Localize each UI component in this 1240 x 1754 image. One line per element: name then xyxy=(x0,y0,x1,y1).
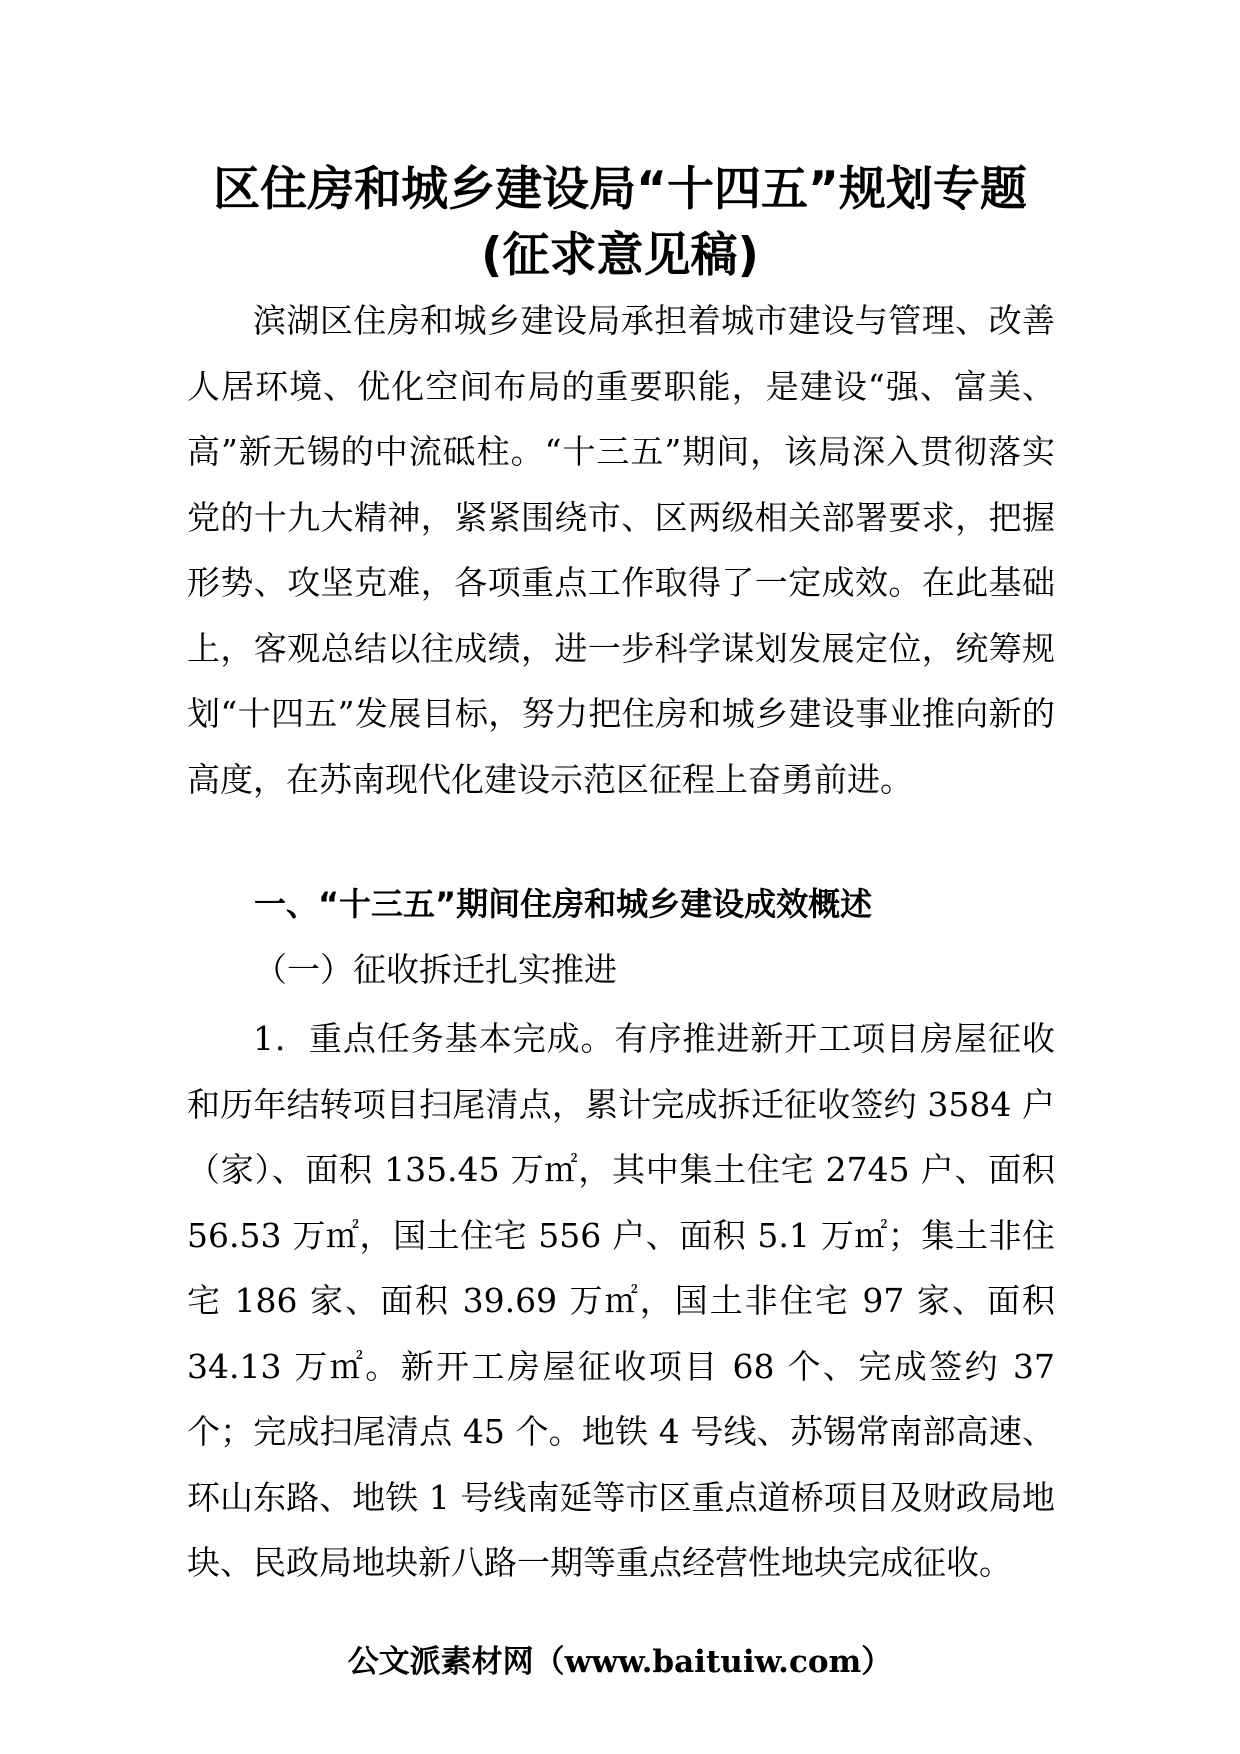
section-heading: 一、“十三五”期间住房和城乡建设成效概述 xyxy=(254,885,873,923)
footer-watermark: 公文派素材网（www.baituiw.com） xyxy=(347,1644,893,1680)
document-title: 区住房和城乡建设局“十四五”规划专题 xyxy=(213,162,1027,217)
intro-paragraph: 滨湖区住房和城乡建设局承担着城市建设与管理、改善人居环境、优化空间布局的重要职能，是建设“强、富美、高”新无锡的中流砥柱。“十三五”期间，该局深入贯彻落实党的十九大精神，紧紧围绕市、区两级相关部署要求，把握形势、攻坚克难，各项重点工作取得了一定成效。在此基础上，客观总结以往成绩，进一步科学谋划发展定位，统筹规划“十四五”发展目标，努力把住房和城乡建设事业推向新的高度，在苏南现代化建设示范区征程上奋勇前进。 xyxy=(187,301,1055,799)
body-paragraph: 1．重点任务基本完成。有序推进新开工项目房屋征收和历年结转项目扫尾清点，累计完成拆迁征收签约 3584 户（家）、面积 135.45 万㎡，其中集土住宅 2745 户、面积 56.53 万㎡，国土住宅 556 户、面积 5.1 万㎡；集土非住宅 186 家、面积 39.69 万㎡，国土非住宅 97 家、面积 34.13 万㎡。新开工房屋征收项目 68 个、完成签约 37 个；完成扫尾清点 45 个。地铁 4 号线、苏锡常南部高速、环山东路、地铁 1 号线南延等市区重点道桥项目及财政局地块、民政局地块新八路一期等重点经营性地块完成征收。 xyxy=(187,1019,1055,1582)
subsection-heading: （一）征收拆迁扎实推进 xyxy=(254,950,617,989)
document-subtitle: (征求意见稿) xyxy=(481,228,759,283)
